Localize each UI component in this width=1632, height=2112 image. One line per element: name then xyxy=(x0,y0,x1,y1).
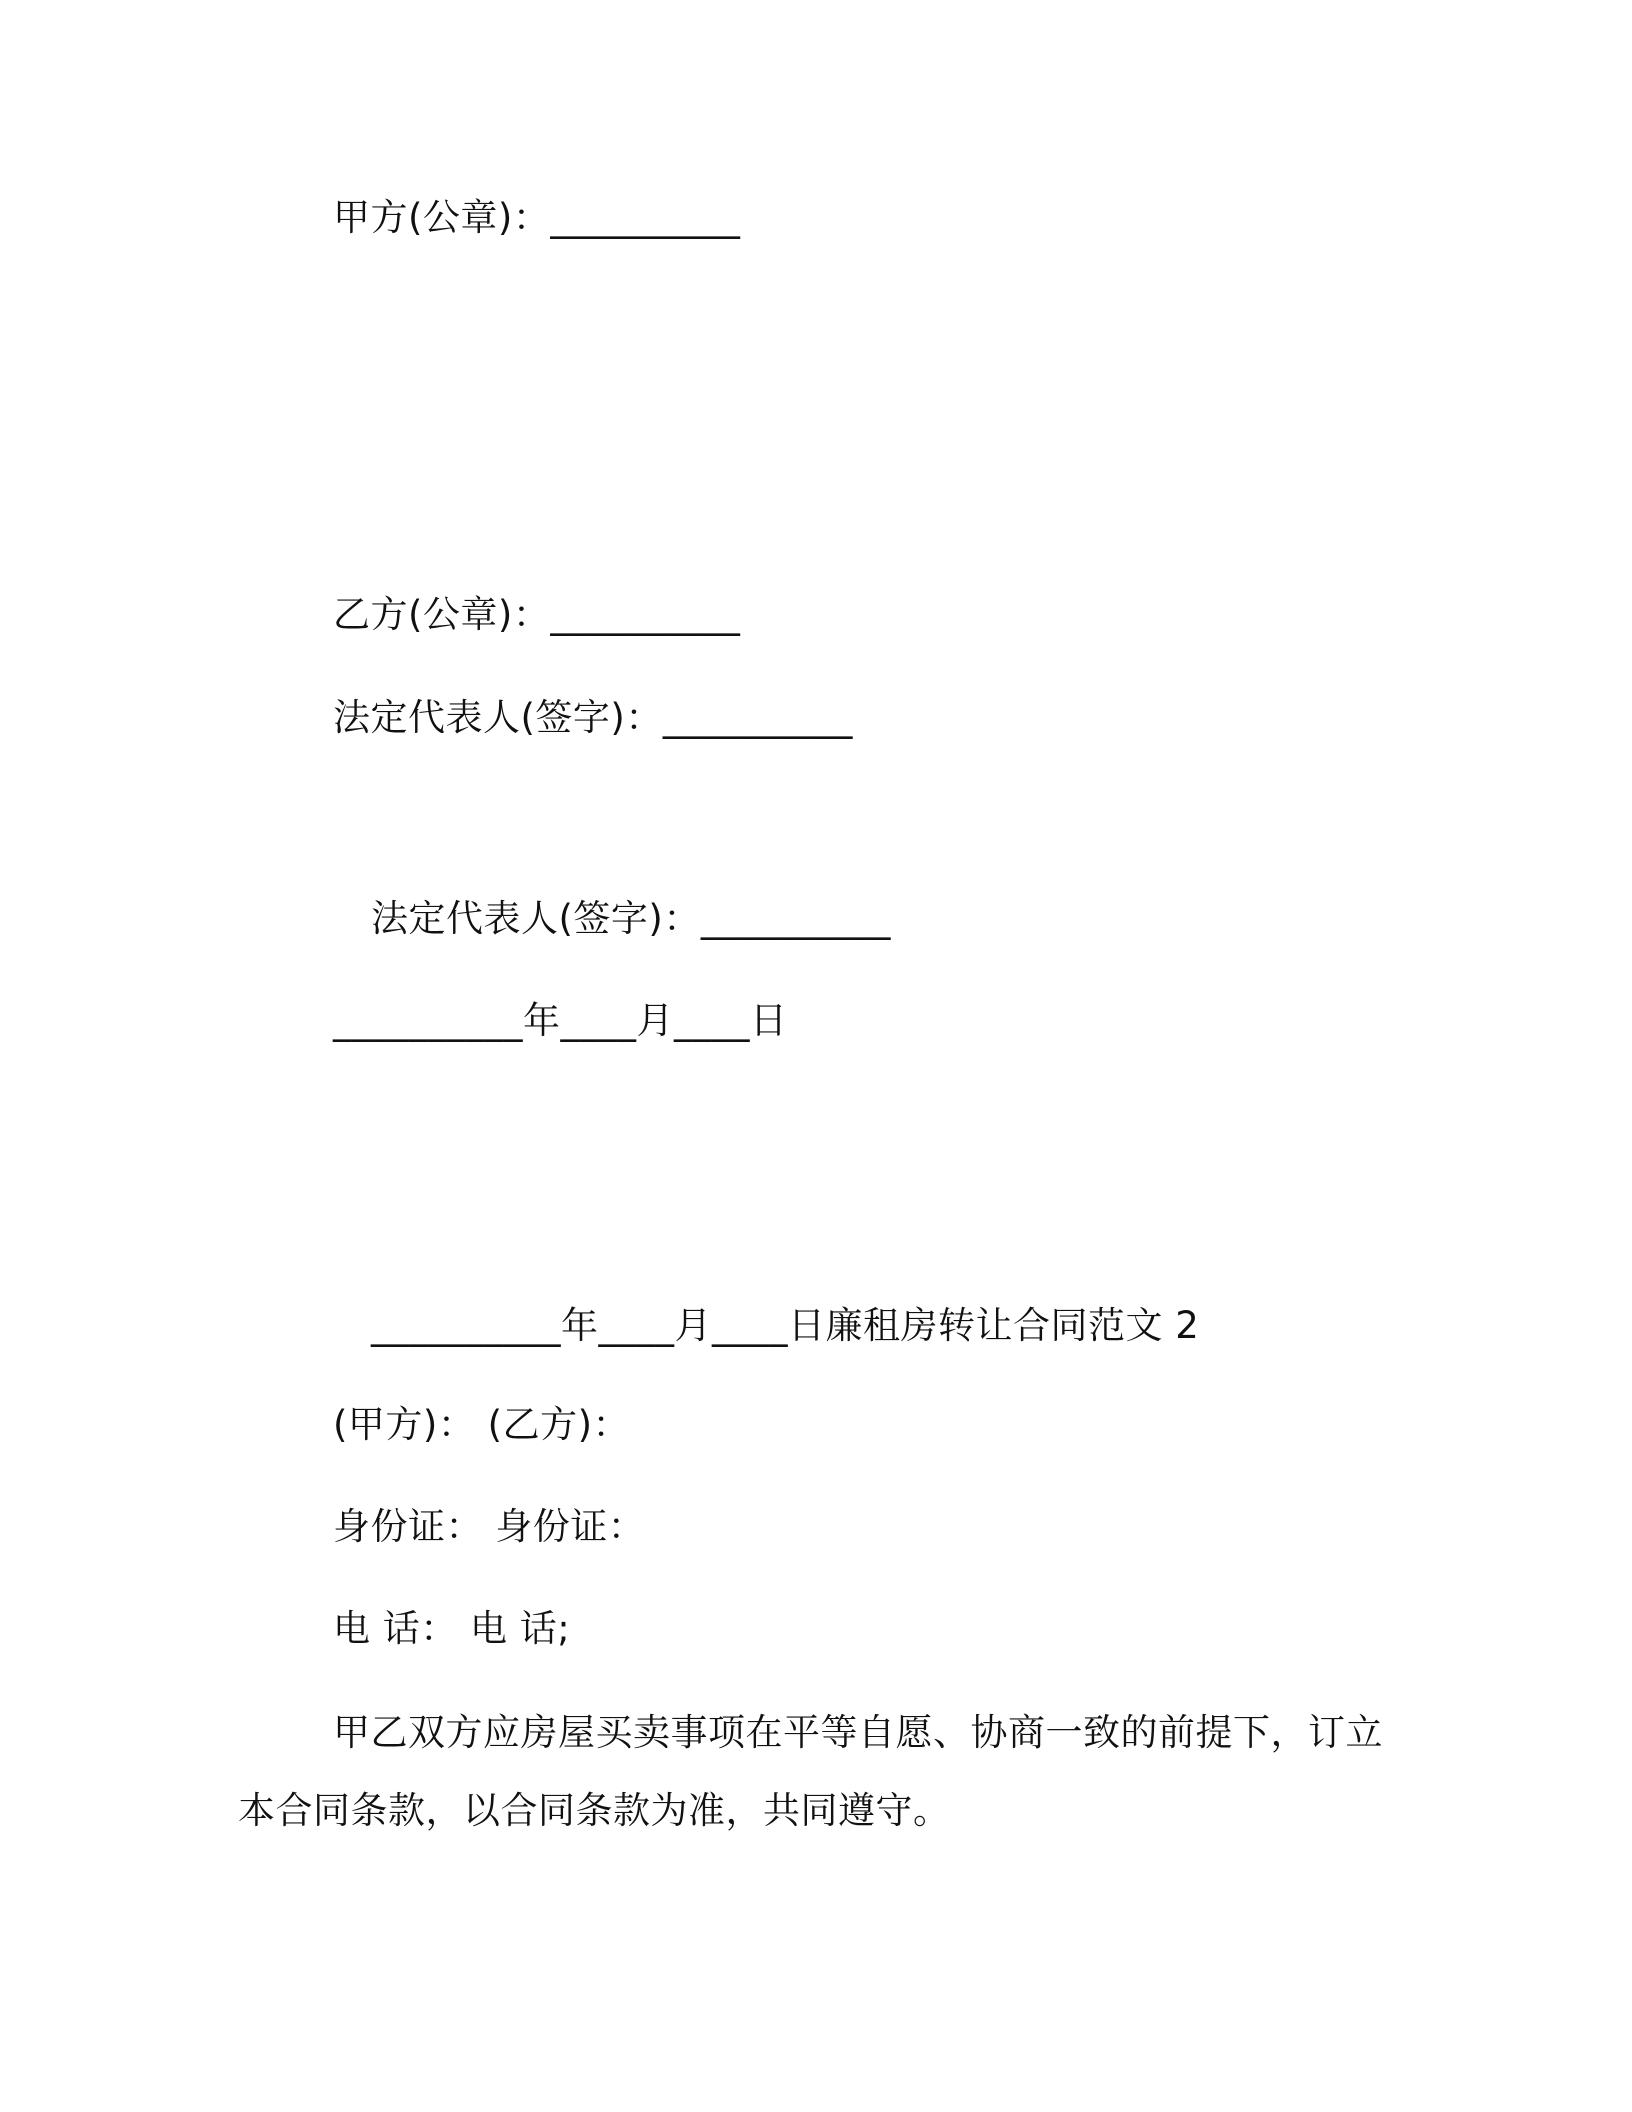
phone-line: 电 话： 电 话; xyxy=(333,1607,571,1650)
id-card-line: 身份证： 身份证： xyxy=(333,1505,646,1548)
body-paragraph-line: 甲乙双方应房屋买卖事项在平等自愿、协商一致的前提下，订立 xyxy=(333,1711,1383,1754)
legal-rep-signature-line: 法定代表人(签字)：__________ xyxy=(333,696,853,739)
date-line: __________年____月____日 xyxy=(333,999,788,1042)
contract-title-line: __________年____月____日廉租房转让合同范文 2 xyxy=(371,1304,1200,1347)
parties-line: (甲方)： (乙方)： xyxy=(333,1403,631,1446)
party-a-seal-line: 甲方(公章)：__________ xyxy=(333,196,741,239)
body-paragraph-line: 本合同条款，以合同条款为准，共同遵守。 xyxy=(238,1789,951,1832)
legal-rep-signature-line: 法定代表人(签字)：__________ xyxy=(371,897,891,940)
party-b-seal-line: 乙方(公章)：__________ xyxy=(333,593,741,636)
